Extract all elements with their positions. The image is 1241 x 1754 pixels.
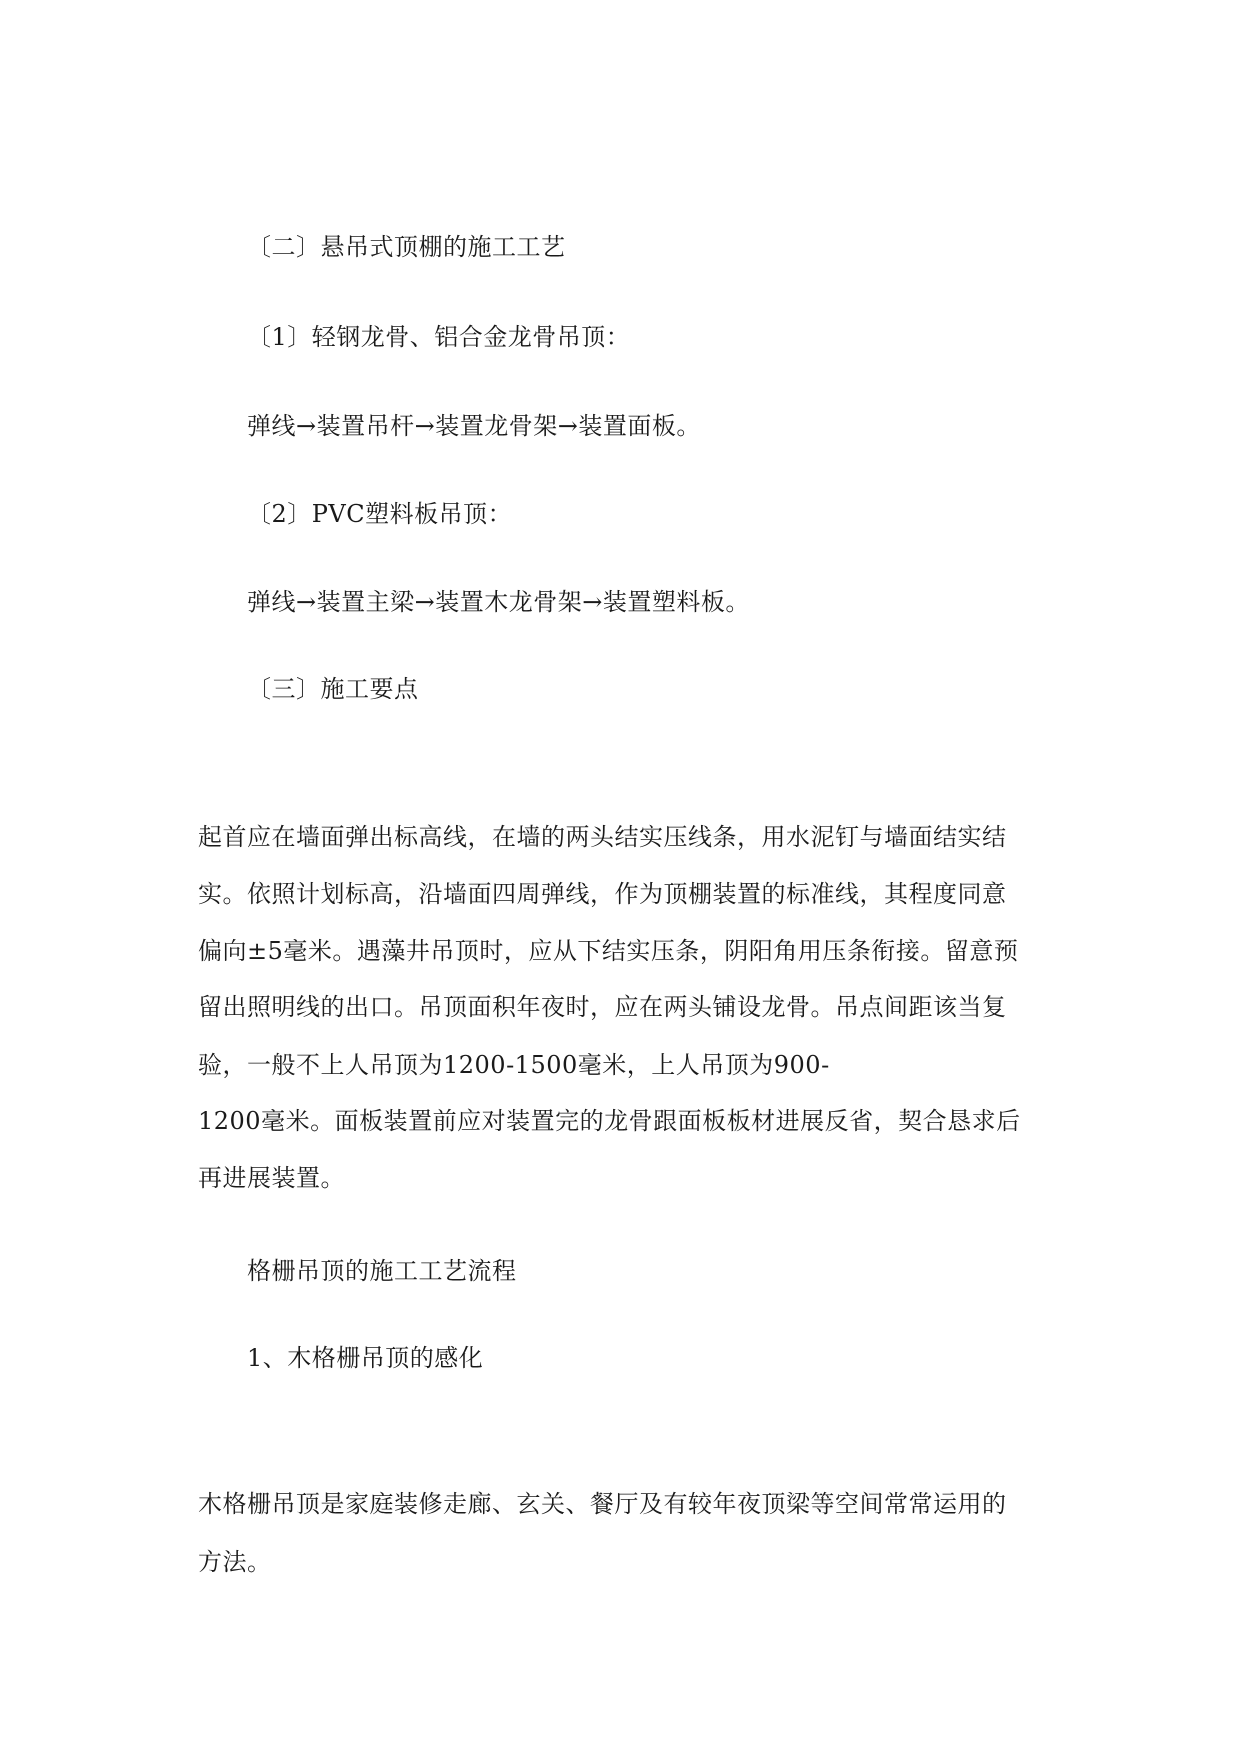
paragraph-line: 木格栅吊顶是家庭装修走廊、玄关、餐厅及有较年夜顶梁等空间常常运用的: [198, 1490, 1007, 1518]
heading-construction-points: 〔三〕施工要点: [247, 675, 419, 703]
item-pvc-board: 〔2〕PVC塑料板吊顶：: [247, 500, 513, 528]
item-light-steel-keel: 〔1〕轻钢龙骨、铝合金龙骨吊顶：: [247, 323, 631, 351]
process-flow-1: 弹线→装置吊杆→装置龙骨架→装置面板。: [247, 412, 701, 440]
paragraph-line: 1200毫米。面板装置前应对装置完的龙骨跟面板板材进展反省，契合恳求后: [198, 1107, 1021, 1135]
process-flow-2: 弹线→装置主梁→装置木龙骨架→装置塑料板。: [247, 588, 750, 616]
paragraph-line: 再进展装置。: [198, 1164, 345, 1192]
paragraph-line: 留出照明线的出口。吊顶面积年夜时，应在两头铺设龙骨。吊点间距该当复: [198, 993, 1007, 1021]
sub-heading-wood-grid: 1、木格栅吊顶的感化: [247, 1344, 484, 1372]
heading-suspended-ceiling: 〔二〕悬吊式顶棚的施工工艺: [247, 233, 566, 261]
paragraph-line: 偏向±5毫米。遇藻井吊顶时，应从下结实压条，阴阳角用压条衔接。留意预: [198, 937, 1019, 965]
paragraph-line: 起首应在墙面弹出标高线，在墙的两头结实压线条，用水泥钉与墙面结实结: [198, 823, 1007, 851]
paragraph-line: 验，一般不上人吊顶为1200-1500毫米，上人吊顶为900-: [198, 1051, 830, 1079]
paragraph-line: 实。依照计划标高，沿墙面四周弹线，作为顶棚装置的标准线，其程度同意: [198, 880, 1007, 908]
paragraph-line: 方法。: [198, 1548, 272, 1576]
section-title-grid-ceiling: 格栅吊顶的施工工艺流程: [247, 1257, 517, 1285]
